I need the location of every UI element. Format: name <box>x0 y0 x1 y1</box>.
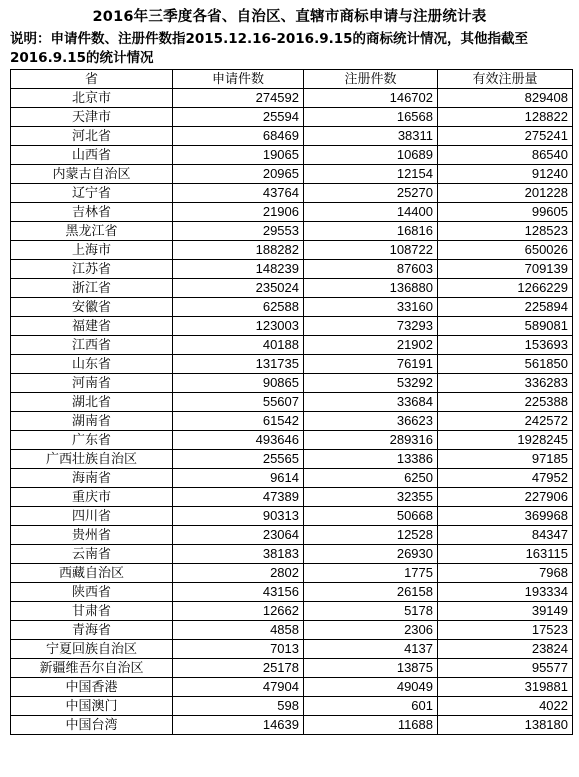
province-cell: 黑龙江省 <box>11 222 173 241</box>
page-title: 2016年三季度各省、自治区、直辖市商标申请与注册统计表 <box>92 9 487 25</box>
table-row <box>11 374 573 393</box>
table-row <box>11 678 573 697</box>
registrations-cell: 289316 <box>304 431 438 450</box>
registrations-cell: 4137 <box>304 640 438 659</box>
table-row <box>11 165 573 184</box>
province-cell: 广东省 <box>11 431 173 450</box>
table-row <box>11 317 573 336</box>
province-cell: 浙江省 <box>11 279 173 298</box>
table-row <box>11 412 573 431</box>
applications-cell: 131735 <box>173 355 304 374</box>
applications-cell: 62588 <box>173 298 304 317</box>
table-header-row <box>11 70 573 89</box>
province-cell: 福建省 <box>11 317 173 336</box>
province-cell: 江苏省 <box>11 260 173 279</box>
valid-registrations-cell: 7968 <box>438 564 573 583</box>
registrations-cell: 25270 <box>304 184 438 203</box>
table-row <box>11 393 573 412</box>
valid-registrations-cell: 829408 <box>438 89 573 108</box>
province-cell: 西藏自治区 <box>11 564 173 583</box>
province-cell: 山东省 <box>11 355 173 374</box>
registrations-cell: 10689 <box>304 146 438 165</box>
registrations-cell: 36623 <box>304 412 438 431</box>
applications-cell: 47904 <box>173 678 304 697</box>
applications-cell: 25178 <box>173 659 304 678</box>
registrations-cell: 16568 <box>304 108 438 127</box>
valid-registrations-cell: 163115 <box>438 545 573 564</box>
province-cell: 重庆市 <box>11 488 173 507</box>
province-cell: 陕西省 <box>11 583 173 602</box>
registrations-cell: 87603 <box>304 260 438 279</box>
table-row <box>11 697 573 716</box>
table-row <box>11 488 573 507</box>
valid-registrations-cell: 709139 <box>438 260 573 279</box>
valid-registrations-cell: 86540 <box>438 146 573 165</box>
applications-cell: 20965 <box>173 165 304 184</box>
valid-registrations-cell: 225894 <box>438 298 573 317</box>
table-row <box>11 260 573 279</box>
valid-registrations-cell: 97185 <box>438 450 573 469</box>
province-cell: 辽宁省 <box>11 184 173 203</box>
table-row <box>11 602 573 621</box>
table-row <box>11 146 573 165</box>
province-cell: 中国澳门 <box>11 697 173 716</box>
table-row <box>11 431 573 450</box>
header-province: 省 <box>11 70 173 89</box>
valid-registrations-cell: 275241 <box>438 127 573 146</box>
valid-registrations-cell: 39149 <box>438 602 573 621</box>
applications-cell: 235024 <box>173 279 304 298</box>
table-row <box>11 545 573 564</box>
applications-cell: 7013 <box>173 640 304 659</box>
valid-registrations-cell: 227906 <box>438 488 573 507</box>
registrations-cell: 53292 <box>304 374 438 393</box>
province-cell: 青海省 <box>11 621 173 640</box>
valid-registrations-cell: 153693 <box>438 336 573 355</box>
province-cell: 河南省 <box>11 374 173 393</box>
applications-cell: 25594 <box>173 108 304 127</box>
registrations-cell: 601 <box>304 697 438 716</box>
table-row <box>11 450 573 469</box>
applications-cell: 14639 <box>173 716 304 735</box>
province-cell: 北京市 <box>11 89 173 108</box>
valid-registrations-cell: 561850 <box>438 355 573 374</box>
province-cell: 广西壮族自治区 <box>11 450 173 469</box>
province-cell: 河北省 <box>11 127 173 146</box>
applications-cell: 68469 <box>173 127 304 146</box>
applications-cell: 38183 <box>173 545 304 564</box>
province-cell: 山西省 <box>11 146 173 165</box>
table-row <box>11 583 573 602</box>
registrations-cell: 136880 <box>304 279 438 298</box>
table-row <box>11 526 573 545</box>
valid-registrations-cell: 138180 <box>438 716 573 735</box>
province-cell: 中国台湾 <box>11 716 173 735</box>
province-cell: 内蒙古自治区 <box>11 165 173 184</box>
header-valid-registrations: 有效注册量 <box>438 70 573 89</box>
applications-cell: 61542 <box>173 412 304 431</box>
valid-registrations-cell: 319881 <box>438 678 573 697</box>
registrations-cell: 11688 <box>304 716 438 735</box>
registrations-cell: 38311 <box>304 127 438 146</box>
registrations-cell: 73293 <box>304 317 438 336</box>
header-applications: 申请件数 <box>173 70 304 89</box>
table-row <box>11 89 573 108</box>
valid-registrations-cell: 23824 <box>438 640 573 659</box>
table-row <box>11 507 573 526</box>
table-row <box>11 222 573 241</box>
valid-registrations-cell: 589081 <box>438 317 573 336</box>
valid-registrations-cell: 47952 <box>438 469 573 488</box>
registrations-cell: 21902 <box>304 336 438 355</box>
province-cell: 宁夏回族自治区 <box>11 640 173 659</box>
table-row <box>11 659 573 678</box>
registrations-cell: 14400 <box>304 203 438 222</box>
applications-cell: 598 <box>173 697 304 716</box>
registrations-cell: 32355 <box>304 488 438 507</box>
province-cell: 吉林省 <box>11 203 173 222</box>
applications-cell: 123003 <box>173 317 304 336</box>
registrations-cell: 16816 <box>304 222 438 241</box>
valid-registrations-cell: 193334 <box>438 583 573 602</box>
applications-cell: 29553 <box>173 222 304 241</box>
table-row <box>11 336 573 355</box>
registrations-cell: 108722 <box>304 241 438 260</box>
registrations-cell: 5178 <box>304 602 438 621</box>
applications-cell: 19065 <box>173 146 304 165</box>
province-cell: 中国香港 <box>11 678 173 697</box>
valid-registrations-cell: 225388 <box>438 393 573 412</box>
valid-registrations-cell: 99605 <box>438 203 573 222</box>
applications-cell: 47389 <box>173 488 304 507</box>
explanation-note: 说明：申请件数、注册件数指2015.12.16-2016.9.15的商标统计情况，其他指截至2016.9.15的统计情况 <box>10 31 529 66</box>
table-row <box>11 184 573 203</box>
header-registrations: 注册件数 <box>304 70 438 89</box>
province-cell: 四川省 <box>11 507 173 526</box>
valid-registrations-cell: 17523 <box>438 621 573 640</box>
valid-registrations-cell: 336283 <box>438 374 573 393</box>
applications-cell: 43764 <box>173 184 304 203</box>
registrations-cell: 76191 <box>304 355 438 374</box>
province-cell: 甘肃省 <box>11 602 173 621</box>
registrations-cell: 26158 <box>304 583 438 602</box>
table-row <box>11 621 573 640</box>
registrations-cell: 33684 <box>304 393 438 412</box>
table-row <box>11 279 573 298</box>
applications-cell: 493646 <box>173 431 304 450</box>
valid-registrations-cell: 201228 <box>438 184 573 203</box>
valid-registrations-cell: 369968 <box>438 507 573 526</box>
registrations-cell: 12528 <box>304 526 438 545</box>
table-row <box>11 469 573 488</box>
applications-cell: 40188 <box>173 336 304 355</box>
registrations-cell: 50668 <box>304 507 438 526</box>
table-row <box>11 241 573 260</box>
table-row <box>11 108 573 127</box>
table-row <box>11 355 573 374</box>
applications-cell: 23064 <box>173 526 304 545</box>
applications-cell: 274592 <box>173 89 304 108</box>
registrations-cell: 146702 <box>304 89 438 108</box>
valid-registrations-cell: 91240 <box>438 165 573 184</box>
table-row <box>11 203 573 222</box>
table-row <box>11 298 573 317</box>
registrations-cell: 26930 <box>304 545 438 564</box>
province-cell: 江西省 <box>11 336 173 355</box>
applications-cell: 148239 <box>173 260 304 279</box>
valid-registrations-cell: 4022 <box>438 697 573 716</box>
registrations-cell: 1775 <box>304 564 438 583</box>
table-row <box>11 127 573 146</box>
applications-cell: 90865 <box>173 374 304 393</box>
table-body <box>11 89 573 735</box>
valid-registrations-cell: 95577 <box>438 659 573 678</box>
registrations-cell: 49049 <box>304 678 438 697</box>
province-cell: 湖南省 <box>11 412 173 431</box>
table-row <box>11 640 573 659</box>
province-cell: 海南省 <box>11 469 173 488</box>
valid-registrations-cell: 84347 <box>438 526 573 545</box>
valid-registrations-cell: 128523 <box>438 222 573 241</box>
registrations-cell: 33160 <box>304 298 438 317</box>
valid-registrations-cell: 128822 <box>438 108 573 127</box>
applications-cell: 55607 <box>173 393 304 412</box>
applications-cell: 4858 <box>173 621 304 640</box>
province-cell: 新疆维吾尔自治区 <box>11 659 173 678</box>
table-row <box>11 564 573 583</box>
valid-registrations-cell: 242572 <box>438 412 573 431</box>
applications-cell: 9614 <box>173 469 304 488</box>
registrations-cell: 13386 <box>304 450 438 469</box>
applications-cell: 2802 <box>173 564 304 583</box>
province-cell: 天津市 <box>11 108 173 127</box>
province-cell: 湖北省 <box>11 393 173 412</box>
applications-cell: 25565 <box>173 450 304 469</box>
province-cell: 安徽省 <box>11 298 173 317</box>
valid-registrations-cell: 650026 <box>438 241 573 260</box>
applications-cell: 188282 <box>173 241 304 260</box>
statistics-table <box>10 69 573 735</box>
valid-registrations-cell: 1928245 <box>438 431 573 450</box>
province-cell: 云南省 <box>11 545 173 564</box>
applications-cell: 21906 <box>173 203 304 222</box>
registrations-cell: 6250 <box>304 469 438 488</box>
registrations-cell: 12154 <box>304 165 438 184</box>
applications-cell: 90313 <box>173 507 304 526</box>
province-cell: 贵州省 <box>11 526 173 545</box>
province-cell: 上海市 <box>11 241 173 260</box>
applications-cell: 43156 <box>173 583 304 602</box>
valid-registrations-cell: 1266229 <box>438 279 573 298</box>
registrations-cell: 13875 <box>304 659 438 678</box>
table-row <box>11 716 573 735</box>
registrations-cell: 2306 <box>304 621 438 640</box>
applications-cell: 12662 <box>173 602 304 621</box>
